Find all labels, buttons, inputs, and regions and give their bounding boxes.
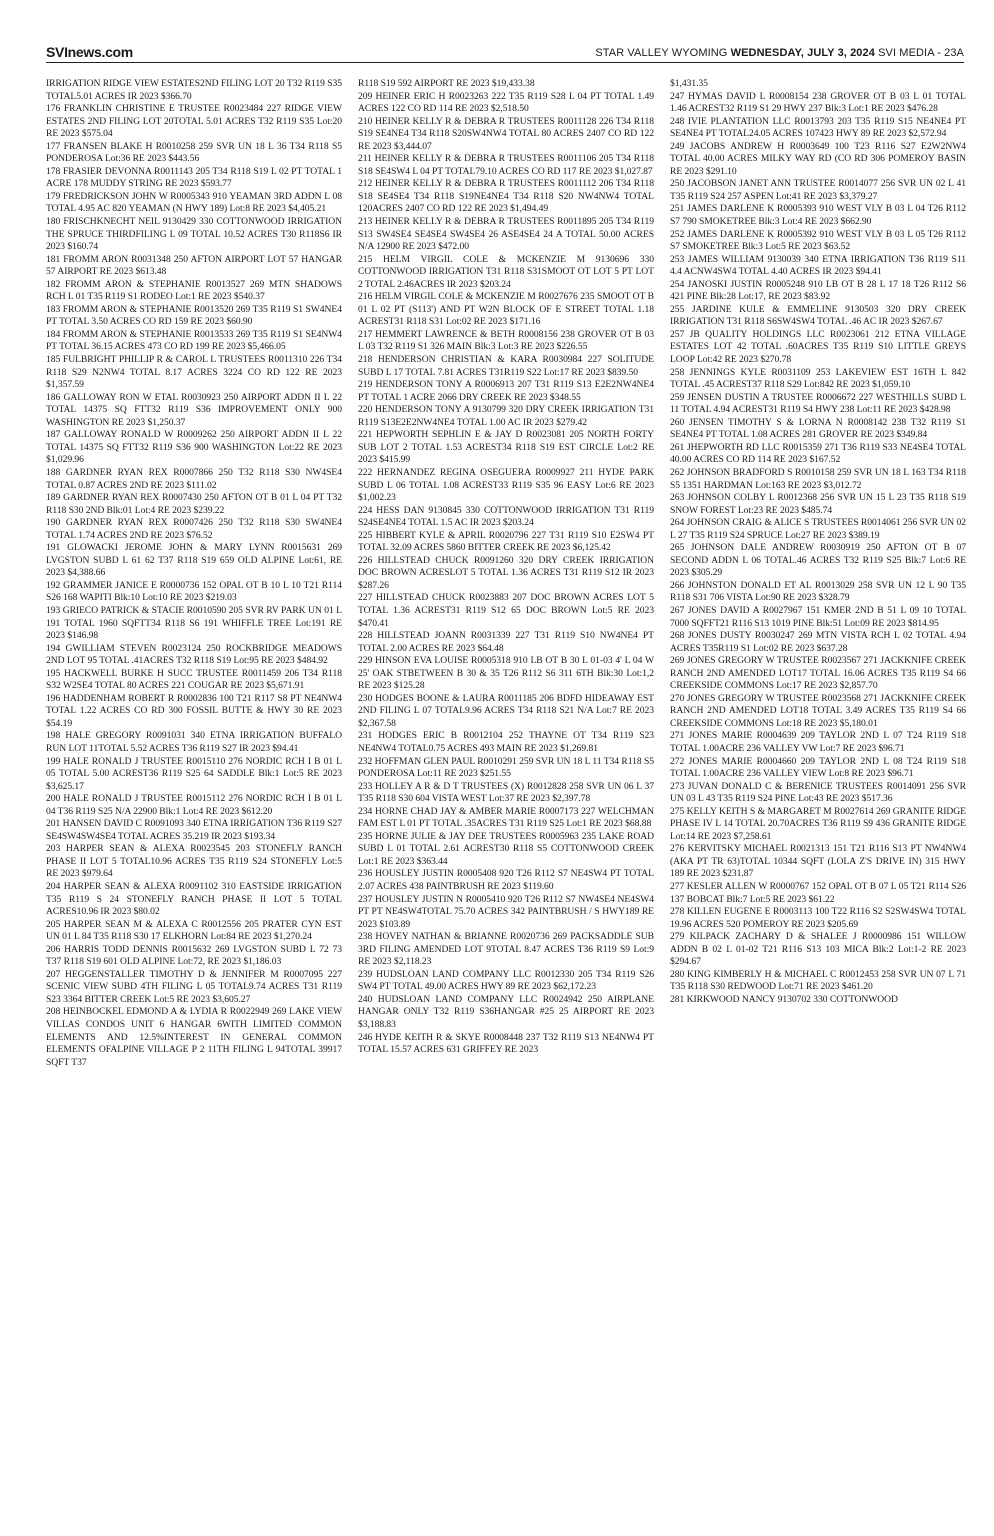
tax-notice-entry: 229 HINSON EVA LOUISE R0005318 910 LB OT B 30 L 01-03 4' L 04 W 25' OAK STBETWEEN B 30 & 35 T26 R112 S6 311 6TH Blk:30 Lot:1,2 RE 2023 $125.28 (358, 655, 654, 692)
tax-notice-entry: 246 HYDE KEITH R & SKYE R0008448 237 T32 R119 S13 NE4NW4 PT TOTAL 15.57 ACRES 631 GRIFFEY RE 2023 (358, 1031, 654, 1056)
site-name[interactable]: SVInews.com (46, 44, 133, 60)
tax-notice-entry: 206 HARRIS TODD DENNIS R0015632 269 LVGSTON SUBD L 72 73 T37 R118 S19 601 OLD ALPINE Lot:72, RE 2023 $1,186.03 (46, 943, 342, 968)
tax-notice-entry: R118 S19 592 AIRPORT RE 2023 $19,433.38 (358, 78, 535, 89)
tax-notice-entry: 216 HELM VIRGIL COLE & MCKENZIE M R0027676 235 SMOOT OT B 01 L 02 PT (S113') AND PT W2N BLOCK OF E STREET TOTAL 1.18 ACREST31 R118 S31 Lot:02 RE 2023 $171.16 (358, 291, 654, 328)
masthead-date: WEDNESDAY, JULY 3, 2024 (730, 47, 875, 59)
tax-notice-entry: 271 JONES MARIE R0004639 209 TAYLOR 2ND L 07 T24 R119 S18 TOTAL 1.00ACRE 236 VALLEY VW Lot:7 RE 2023 $96.71 (670, 730, 966, 754)
tax-notice-entry: 275 KELLY KEITH S & MARGARET M R0027614 269 GRANITE RIDGE PHASE IV L 14 TOTAL 20.70ACRES T36 R119 S9 436 GRANITE RIDGE Lot:14 RE 2023 $7,258.61 (670, 805, 966, 842)
tax-notice-entry: 176 FRANKLIN CHRISTINE E TRUSTEE R0023484 227 RIDGE VIEW ESTATES 2ND FILING LOT 20TOTAL 5.01 ACRES T32 R119 S35 Lot:20 RE 2023 $575.04 (46, 103, 342, 140)
tax-notice-entry: 203 HARPER SEAN & ALEXA R0023545 203 STONEFLY RANCH PHASE II LOT 5 TOTAL10.96 ACRES T35 R119 S24 STONEFLY Lot:5 RE 2023 $979.64 (46, 843, 342, 880)
tax-notice-entry: 254 JANOSKI JUSTIN R0005248 910 LB OT B 28 L 17 18 T26 R112 S6 421 PINE Blk:28 Lot:17, RE 2023 $83.92 (670, 278, 966, 303)
tax-notice-entry: 235 HORNE JULIE & JAY DEE TRUSTEES R0005963 235 LAKE ROAD SUBD L 01 TOTAL 2.61 ACREST30 R118 S5 COTTONWOOD CREEK Lot:1 RE 2023 $363.44 (358, 830, 654, 867)
tax-notice-entry: 277 KESLER ALLEN W R0000767 152 OPAL OT B 07 L 05 T21 R114 S26 137 BOBCAT Blk:7 Lot:5 RE 2023 $61.22 (670, 881, 966, 905)
tax-notice-entry: 264 JOHNSON CRAIG & ALICE S TRUSTEES R0014061 256 SVR UN 02 L 27 T35 R119 S24 SPRUCE Lot:27 RE 2023 $389.19 (670, 517, 966, 541)
tax-notice-entry: 231 HODGES ERIC B R0012104 252 THAYNE OT T34 R119 S23 NE4NW4 TOTAL0.75 ACRES 493 MAIN RE 2023 $1,269.81 (358, 730, 654, 754)
tax-notice-entry: 226 HILLSTEAD CHUCK R0091260 320 DRY CREEK IRRIGATION DOC BROWN ACRESLOT 5 TOTAL 1.36 ACRES T31 R119 S12 IR 2023 $287.26 (358, 554, 654, 591)
tax-notice-entry: 258 JENNINGS KYLE R0031109 253 LAKEVIEW EST 16TH L 842 TOTAL .45 ACREST37 R118 S29 Lot:842 RE 2023 $1,059.10 (670, 366, 966, 391)
tax-notice-entry: 217 HEMMERT LAWRENCE & BETH R0008156 238 GROVER OT B 03 L 03 T32 R119 S1 326 MAIN Blk:3 Lot:3 RE 2023 $226.55 (358, 328, 654, 353)
tax-notice-entry: 207 HEGGENSTALLER TIMOTHY D & JENNIFER M R0007095 227 SCENIC VIEW SUBD 4TH FILING L 05 TOTAL9.74 ACRES T31 R119 S23 3364 BITTER CREEK Lot:5 RE 2023 $3,605.27 (46, 968, 342, 1005)
legal-notice-columns (46, 78, 966, 1528)
tax-notice-entry: 276 KERVITSKY MICHAEL R0021313 151 T21 R116 S13 PT NW4NW4 (AKA PT TR 63)TOTAL 10344 SQFT (LOLA Z'S DRIVE IN) 315 HWY 189 RE 2023 $231.87 (670, 843, 966, 880)
tax-notice-entry: 210 HEINER KELLY R & DEBRA R TRUSTEES R0011128 226 T34 R118 S19 SE4NE4 T34 R118 S20SW4NW4 TOTAL 80 ACRES 2407 CO RD 122 RE 2023 $3,444.07 (358, 115, 654, 152)
tax-notice-entry: $1,431.35 (670, 78, 708, 89)
tax-notice-entry: 194 GWILLIAM STEVEN R0023124 250 ROCKBRIDGE MEADOWS 2ND LOT 95 TOTAL .41ACRES T32 R118 S19 Lot:95 RE 2023 $484.92 (46, 642, 342, 667)
tax-notice-entry: 251 JAMES DARLENE K R0005393 910 WEST VLY B 03 L 04 T26 R112 S7 790 SMOKETREE Blk:3 Lot:4 RE 2023 $662.90 (670, 203, 966, 228)
tax-notice-entry: 262 JOHNSON BRADFORD S R0010158 259 SVR UN 18 L 163 T34 R118 S5 1351 HARDMAN Lot:163 RE 2023 $3,012.72 (670, 466, 966, 491)
page-header (46, 42, 964, 63)
tax-notice-entry: 195 HACKWELL BURKE H SUCC TRUSTEE R0011459 206 T34 R118 S32 W2SE4 TOTAL 80 ACRES 221 COUGAR RE 2023 $5,671.91 (46, 667, 342, 692)
tax-notice-entry: 257 JB QUALITY HOLDINGS LLC R0023061 212 ETNA VILLAGE ESTATES LOT 42 TOTAL .60ACRES T35 R119 S10 LITTLE GREYS LOOP Lot:42 RE 2023 $270.78 (670, 328, 966, 366)
tax-notice-entry: 211 HEINER KELLY R & DEBRA R TRUSTEES R0011106 205 T34 R118 S18 SE4SW4 L 04 PT TOTAL79.10 ACRES CO RD 117 RE 2023 $1,027.87 (358, 153, 654, 177)
tax-notice-entry: 281 KIRKWOOD NANCY 9130702 330 COTTONWOOD (670, 993, 898, 1005)
tax-notice-entry: 188 GARDNER RYAN REX R0007866 250 T32 R118 S30 NW4SE4 TOTAL 0.87 ACRES 2ND RE 2023 $111.02 (46, 466, 342, 491)
tax-notice-entry: 224 HESS DAN 9130845 330 COTTONWOOD IRRIGATION T31 R119 S24SE4NE4 TOTAL 1.5 AC IR 2023 $203.24 (358, 504, 654, 529)
tax-notice-entry: 237 HOUSLEY JUSTIN N R0005410 920 T26 R112 S7 NW4SE4 NE4SW4 PT PT NE4SW4TOTAL 75.70 ACRES 342 PAINTBRUSH / S HWY189 RE 2023 $103.89 (358, 893, 654, 930)
tax-notice-entry: 215 HELM VIRGIL COLE & MCKENZIE M 9130696 330 COTTONWOOD IRRIGATION T31 R118 S31SMOOT OT LOT 5 PT LOT 2 TOTAL 2.46ACRES IR 2023 $203.24 (358, 253, 654, 290)
tax-notice-entry: 191 GLOWACKI JEROME JOHN & MARY LYNN R0015631 269 LVGSTON SUBD L 61 62 T37 R118 S19 659 OLD ALPINE Lot:61, RE 2023 $4,388.66 (46, 542, 342, 579)
tax-notice-entry: 247 HYMAS DAVID L R0008154 238 GROVER OT B 03 L 01 TOTAL 1.46 ACREST32 R119 S1 29 HWY 237 Blk:3 Lot:1 RE 2023 $476.28 (670, 90, 966, 115)
tax-notice-entry: 185 FULBRIGHT PHILLIP R & CAROL L TRUSTEES R0011310 226 T34 R118 S29 N2NW4 TOTAL 8.17 ACRES 3224 CO RD 122 RE 2023 $1,357.59 (46, 354, 342, 391)
tax-notice-entry: 208 HEINBOCKEL EDMOND A & LYDIA R R0022949 269 LAKE VIEW VILLAS CONDOS UNIT 6 HANGAR 6WITH LIMITED COMMON ELEMENTS AND 12.5%INTEREST IN GENERAL COMMON ELEMENTS OFALPINE VILLAGE P 2 11TH FILING L 94TOTAL 39917 SQFT T37 (46, 1006, 342, 1068)
tax-notice-entry: 186 GALLOWAY RON W ETAL R0030923 250 AIRPORT ADDN II L 22 TOTAL 14375 SQ FTT32 R119 S36 IMPROVEMENT ONLY 900 WASHINGTON RE 2023 $1,250.37 (46, 391, 342, 428)
tax-notice-entry: 250 JACOBSON JANET ANN TRUSTEE R0014077 256 SVR UN 02 L 41 T35 R119 S24 257 ASPEN Lot:41 RE 2023 $3,379.27 (670, 178, 966, 202)
tax-notice-entry: 269 JONES GREGORY W TRUSTEE R0023567 271 JACKKNIFE CREEK RANCH 2ND AMENDED LOT17 TOTAL 16.06 ACRES T35 R119 S4 66 CREEKSIDE COMMONS Lot:17 RE 2023 $2,857.70 (670, 655, 966, 692)
column-1 (46, 78, 342, 1528)
tax-notice-entry: 230 HODGES BOONE & LAURA R0011185 206 BDFD HIDEAWAY EST 2ND FILING L 07 TOTAL9.96 ACRES T34 R118 S21 N/A Lot:7 RE 2023 $2,367.58 (358, 692, 654, 729)
tax-notice-entry: 236 HOUSLEY JUSTIN R0005408 920 T26 R112 S7 NE4SW4 PT TOTAL 2.07 ACRES 438 PAINTBRUSH RE 2023 $119.60 (358, 868, 654, 892)
tax-notice-entry: 193 GRIECO PATRICK & STACIE R0010590 205 SVR RV PARK UN 01 L 191 TOTAL 1960 SQFTT34 R118 S6 191 WHIFFLE TREE Lot:191 RE 2023 $146.98 (46, 604, 342, 642)
tax-notice-entry: 227 HILLSTEAD CHUCK R0023883 207 DOC BROWN ACRES LOT 5 TOTAL 1.36 ACREST31 R119 S12 65 DOC BROWN Lot:5 RE 2023 $470.41 (358, 592, 654, 629)
tax-notice-entry: 219 HENDERSON TONY A R0006913 207 T31 R119 S13 E2E2NW4NE4 PT TOTAL 1 ACRE 2066 DRY CREEK RE 2023 $348.55 (358, 379, 654, 403)
tax-notice-entry: 238 HOVEY NATHAN & BRIANNE R0020736 269 PACKSADDLE SUB 3RD FILING AMENDED LOT 9TOTAL 8.47 ACRES T36 R119 S9 Lot:9 RE 2023 $2,118.23 (358, 931, 654, 968)
tax-notice-entry: 187 GALLOWAY RONALD W R0009262 250 AIRPORT ADDN II L 22 TOTAL 14375 SQ FTT32 R119 S36 900 WASHINGTON Lot:22 RE 2023 $1,029.96 (46, 429, 342, 466)
tax-notice-entry: 201 HANSEN DAVID C R0091093 340 ETNA IRRIGATION T36 R119 S27 SE4SW4SW4SE4 TOTAL ACRES 35.219 IR 2023 $193.34 (46, 818, 342, 842)
tax-notice-entry: 184 FROMM ARON & STEPHANIE R0013533 269 T35 R119 S1 SE4NW4 PT TOTAL 36.15 ACRES 473 CO RD 199 RE 2023 $5,466.05 (46, 328, 342, 353)
tax-notice-entry: 182 FROMM ARON & STEPHANIE R0013527 269 MTN SHADOWS RCH L 01 T35 R119 S1 RODEO Lot:1 RE 2023 $540.37 (46, 278, 342, 303)
tax-notice-entry: 279 KILPACK ZACHARY D & SHALEE J R0000986 151 WILLOW ADDN B 02 L 01-02 T21 R116 S13 103 MICA Blk:2 Lot:1-2 RE 2023 $294.67 (670, 931, 966, 968)
tax-notice-entry: 213 HEINER KELLY R & DEBRA R TRUSTEES R0011895 205 T34 R119 S13 SW4SE4 SE4SE4 SW4SE4 26 ASE4SE4 24 A TOTAL 50.00 ACRES N/A 12900 RE 2023 $472.00 (358, 216, 654, 253)
tax-notice-entry: 261 JHEPWORTH RD LLC R0015359 271 T36 R119 S33 NE4SE4 TOTAL 40.00 ACRES CO RD 114 RE 2023 $167.52 (670, 441, 966, 466)
tax-notice-entry: 205 HARPER SEAN M & ALEXA C R0012556 205 PRATER CYN EST UN 01 L 84 T35 R118 S30 17 ELKHORN Lot:84 RE 2023 $1,270.24 (46, 918, 342, 943)
tax-notice-entry: IRRIGATION RIDGE VIEW ESTATES2ND FILING LOT 20 T32 R119 S35 TOTAL5.01 ACRES IR 2023 $366.70 (46, 78, 342, 102)
tax-notice-entry: 225 HIBBERT KYLE & APRIL R0020796 227 T31 R119 S10 E2SW4 PT TOTAL 32.09 ACRES 5860 BITTER CREEK RE 2023 $6,125.42 (358, 529, 654, 554)
tax-notice-entry: 232 HOFFMAN GLEN PAUL R0010291 259 SVR UN 18 L 11 T34 R118 S5 PONDEROSA Lot:11 RE 2023 $251.55 (358, 755, 654, 780)
tax-notice-entry: 263 JOHNSON COLBY L R0012368 256 SVR UN 15 L 23 T35 R118 S19 SNOW FOREST Lot:23 RE 2023 $485.74 (670, 492, 966, 516)
tax-notice-entry: 212 HEINER KELLY R & DEBRA R TRUSTEES R0011112 206 T34 R118 S18 SE4SE4 T34 R118 S19NE4NE4 T34 R118 S20 NW4NW4 TOTAL 120ACRES 2407 CO RD 122 RE 2023 $1,494.49 (358, 178, 654, 215)
tax-notice-entry: 200 HALE RONALD J TRUSTEE R0015112 276 NORDIC RCH I B 01 L 04 T36 R119 S25 N/A 22900 Blk:1 Lot:4 RE 2023 $612.20 (46, 793, 342, 817)
tax-notice-entry: 234 HORNE CHAD JAY & AMBER MARIE R0007173 227 WELCHMAN FAM EST L 01 PT TOTAL .35ACRES T31 R119 S25 Lot:1 RE 2023 $68.88 (358, 805, 654, 830)
tax-notice-entry: 218 HENDERSON CHRISTIAN & KARA R0030984 227 SOLITUDE SUBD L 17 TOTAL 7.81 ACRES T31R119 S22 Lot:17 RE 2023 $839.50 (358, 354, 654, 378)
tax-notice-entry: 249 JACOBS ANDREW H R0003649 100 T23 R116 S27 E2W2NW4 TOTAL 40.00 ACRES MILKY WAY RD (CO RD 306 POMEROY BASIN RE 2023 $291.10 (670, 140, 966, 177)
masthead-region: STAR VALLEY WYOMING (595, 47, 728, 59)
tax-notice-entry: 240 HUDSLOAN LAND COMPANY LLC R0024942 250 AIRPLANE HANGAR ONLY T32 R119 S36HANGAR #25 25 AIRPORT RE 2023 $3,188.83 (358, 993, 654, 1031)
tax-notice-entry: 177 FRANSEN BLAKE H R0010258 259 SVR UN 18 L 36 T34 R118 S5 PONDEROSA Lot:36 RE 2023 $443.56 (46, 140, 342, 165)
column-2 (358, 78, 654, 1528)
tax-notice-entry: 280 KING KIMBERLY H & MICHAEL C R0012453 258 SVR UN 07 L 71 T35 R118 S30 REDWOOD Lot:71 RE 2023 $461.20 (670, 968, 966, 993)
tax-notice-entry: 233 HOLLEY A R & D T TRUSTEES (X) R0012828 258 SVR UN 06 L 37 T35 R118 S30 604 VISTA WEST Lot:37 RE 2023 $2,397.78 (358, 780, 654, 805)
tax-notice-entry: 178 FRASIER DEVONNA R0011143 205 T34 R118 S19 L 02 PT TOTAL 1 ACRE 178 MUDDY STRING RE 2023 $593.77 (46, 165, 342, 190)
tax-notice-entry: 198 HALE GREGORY R0091031 340 ETNA IRRIGATION BUFFALO RUN LOT 11TOTAL 5.52 ACRES T36 R119 S27 IR 2023 $94.41 (46, 730, 342, 754)
tax-notice-entry: 265 JOHNSON DALE ANDREW R0030919 250 AFTON OT B 07 SECOND ADDN L 06 TOTAL.46 ACRES T32 R119 S25 Blk:7 Lot:6 RE 2023 $305.29 (670, 542, 966, 579)
tax-notice-entry: 255 JARDINE KULE & EMMELINE 9130503 320 DRY CREEK IRRIGATION T31 R118 S6SW4SW4 TOTAL .46 AC IR 2023 $267.67 (670, 303, 966, 328)
tax-notice-entry: 278 KILLEN EUGENE E R0003113 100 T22 R116 S2 S2SW4SW4 TOTAL 19.96 ACRES 520 POMEROY RE 2023 $205.69 (670, 906, 966, 930)
tax-notice-entry: 181 FROMM ARON R0031348 250 AFTON AIRPORT LOT 57 HANGAR 57 AIRPORT RE 2023 $613.48 (46, 253, 342, 278)
tax-notice-entry: 260 JENSEN TIMOTHY S & LORNA N R0008142 238 T32 R119 S1 SE4NE4 PT TOTAL 1.08 ACRES 281 GROVER RE 2023 $349.84 (670, 416, 966, 441)
tax-notice-entry: 248 IVIE PLANTATION LLC R0013793 203 T35 R119 S15 NE4NE4 PT SE4NE4 PT TOTAL24.05 ACRES 107423 HWY 89 RE 2023 $2,572.94 (670, 115, 966, 140)
tax-notice-entry: 180 FRISCHKNECHT NEIL 9130429 330 COTTONWOOD IRRIGATION THE SPRUCE THIRDFILING L 09 TOTAL 10.52 ACRES T30 R118S6 IR 2023 $160.74 (46, 216, 342, 253)
tax-notice-entry: 196 HADDENHAM ROBERT R R0002836 100 T21 R117 S8 PT NE4NW4 TOTAL 1.22 ACRES CO RD 300 FOSSIL BUTTE & HWY 30 RE 2023 $54.19 (46, 692, 342, 729)
tax-notice-entry: 267 JONES DAVID A R0027967 151 KMER 2ND B 51 L 09 10 TOTAL 7000 SQFFT21 R116 S13 1019 PINE Blk:51 Lot:09 RE 2023 $814.95 (670, 604, 966, 629)
masthead-page: SVI MEDIA - 23A (878, 47, 964, 59)
tax-notice-entry: 266 JOHNSTON DONALD ET AL R0013029 258 SVR UN 12 L 90 T35 R118 S31 706 VISTA Lot:90 RE 2023 $328.79 (670, 579, 966, 604)
tax-notice-entry: 189 GARDNER RYAN REX R0007430 250 AFTON OT B 01 L 04 PT T32 R118 S30 2ND Blk:01 Lot:4 RE 2023 $239.22 (46, 492, 342, 516)
tax-notice-entry: 272 JONES MARIE R0004660 209 TAYLOR 2ND L 08 T24 R119 S18 TOTAL 1.00ACRE 236 VALLEY VIEW Lot:8 RE 2023 $96.71 (670, 755, 966, 780)
masthead (595, 47, 964, 62)
tax-notice-entry: 270 JONES GREGORY W TRUSTEE R0023568 271 JACKKNIFE CREEK RANCH 2ND AMENDED LOT18 TOTAL 3.49 ACRES T35 R119 S4 66 CREEKSIDE COMMONS Lot:18 RE 2023 $5,180.01 (670, 692, 966, 729)
tax-notice-entry: 204 HARPER SEAN & ALEXA R0091102 310 EASTSIDE IRRIGATION T35 R119 S 24 STONEFLY RANCH PHASE II LOT 5 TOTAL ACRES10.96 IR 2023 $80.02 (46, 881, 342, 918)
tax-notice-entry: 259 JENSEN DUSTIN A TRUSTEE R0006672 227 WESTHILLS SUBD L 11 TOTAL 4.94 ACREST31 R119 S4 HWY 238 Lot:11 RE 2023 $428.98 (670, 391, 966, 416)
tax-notice-entry: 209 HEINER ERIC H R0023263 222 T35 R119 S28 L 04 PT TOTAL 1.49 ACRES 122 CO RD 114 RE 2023 $2,518.50 (358, 90, 654, 115)
tax-notice-entry: 199 HALE RONALD J TRUSTEE R0015110 276 NORDIC RCH I B 01 L 05 TOTAL 5.00 ACREST36 R119 S25 64 SADDLE Blk:1 Lot:5 RE 2023 $3,625.17 (46, 755, 342, 792)
tax-notice-entry: 268 JONES DUSTY R0030247 269 MTN VISTA RCH L 02 TOTAL 4.94 ACRES T35R119 S1 Lot:02 RE 2023 $637.28 (670, 630, 966, 654)
tax-notice-entry: 183 FROMM ARON & STEPHANIE R0013520 269 T35 R119 S1 SW4NE4 PT TOTAL 3.50 ACRES CO RD 159 RE 2023 $60.90 (46, 303, 342, 328)
tax-notice-entry: 228 HILLSTEAD JOANN R0031339 227 T31 R119 S10 NW4NE4 PT TOTAL 2.00 ACRES RE 2023 $64.48 (358, 630, 654, 654)
tax-notice-entry: 252 JAMES DARLENE K R0005392 910 WEST VLY B 03 L 05 T26 R112 S7 SMOKETREE Blk:3 Lot:5 RE 2023 $63.52 (670, 228, 966, 253)
tax-notice-entry: 192 GRAMMER JANICE E R0000736 152 OPAL OT B 10 L 10 T21 R114 S26 168 WAPITI Blk:10 Lot:10 RE 2023 $219.03 (46, 579, 342, 604)
tax-notice-entry: 220 HENDERSON TONY A 9130799 320 DRY CREEK IRRIGATION T31 R119 S13E2E2NW4NE4 TOTAL 1.00 AC IR 2023 $279.42 (358, 404, 654, 428)
tax-notice-entry: 221 HEPWORTH SEPHLIN E & JAY D R0023081 205 NORTH FORTY SUB LOT 2 TOTAL 1.53 ACREST34 R118 S19 EST CIRCLE Lot:2 RE 2023 $415.99 (358, 429, 654, 466)
tax-notice-entry: 273 JUVAN DONALD C & BERENICE TRUSTEES R0014091 256 SVR UN 03 L 43 T35 R119 S24 PINE Lot:43 RE 2023 $517.36 (670, 780, 966, 805)
tax-notice-entry: 190 GARDNER RYAN REX R0007426 250 T32 R118 S30 SW4NE4 TOTAL 1.74 ACRES 2ND RE 2023 $76.52 (46, 517, 342, 541)
tax-notice-entry: 253 JAMES WILLIAM 9130039 340 ETNA IRRIGATION T36 R119 S11 4.4 ACNW4SW4 TOTAL 4.40 ACRES IR 2023 $94.41 (670, 253, 966, 278)
tax-notice-entry: 222 HERNANDEZ REGINA OSEGUERA R0009927 211 HYDE PARK SUBD L 06 TOTAL 1.08 ACREST33 R119 S35 96 EASY Lot:6 RE 2023 $1,002.23 (358, 466, 654, 504)
column-3 (670, 78, 966, 1528)
tax-notice-entry: 179 FREDRICKSON JOHN W R0005343 910 YEAMAN 3RD ADDN L 08 TOTAL 4.95 AC 820 YEAMAN (N HWY 189) Lot:8 RE 2023 $4,405.21 (46, 190, 342, 215)
tax-notice-entry: 239 HUDSLOAN LAND COMPANY LLC R0012330 205 T34 R119 S26 SW4 PT TOTAL 49.00 ACRES HWY 89 RE 2023 $62,172.23 (358, 968, 654, 993)
